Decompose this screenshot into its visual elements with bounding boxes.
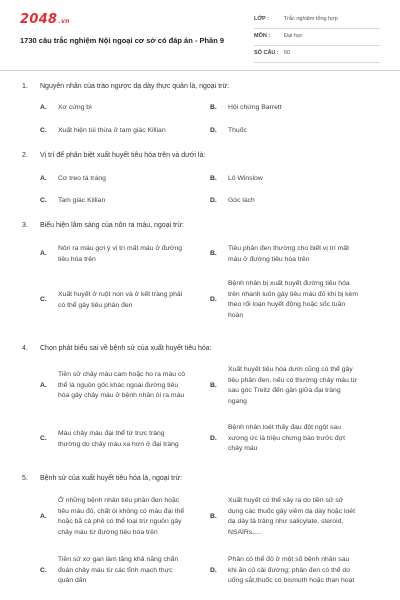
- question-text: Chọn phát biểu sai về bệnh sử của xuất huyết tiêu hóa:: [40, 345, 212, 352]
- question-5: [20, 475, 382, 584]
- question-3: [20, 222, 382, 319]
- meta-row-count: [254, 48, 380, 63]
- meta-value: Đại học: [284, 33, 303, 39]
- option-d[interactable]: D. Bệnh nhân bị xuất huyết đường tiêu hóa trên nhanh luôn gây tiêu máu đỏ khi bị kèm theo rối loạn huyết động hoặc sốc tuần hoàn: [210, 280, 358, 319]
- question-4: [20, 345, 382, 452]
- option-b[interactable]: B. Xuất huyết có thể xảy ra do tiền sử sử dụng các thuốc gây viêm dạ dày hoặc loét dạ dày tá tràng như salicylate, steroid, NSAIRs,....: [210, 497, 355, 536]
- option-a[interactable]: A. Tiền sử chảy máu cam hoặc ho ra máu có thể là nguồn gốc khác ngoài đường tiêu hóa gây chảy máu ở bệnh nhân ói ra máu: [40, 371, 186, 399]
- meta-row-subject: [254, 31, 380, 46]
- question-text: Vị trí để phân biệt xuất huyết tiêu hóa trên và dưới là:: [40, 152, 206, 159]
- option-d[interactable]: D. Phân có thể đỏ ở một số bệnh nhân sau khi ăn củ cải đường; phân đen có thể do uống sắt,thuốc có bismuth hoặc than hoạt: [210, 556, 355, 584]
- header-divider: [0, 70, 400, 71]
- question-text: Nguyên nhân của trào ngược dạ dày thực quản là, ngoại trừ:: [40, 83, 230, 90]
- document-header: [0, 0, 400, 66]
- question-number: 2.: [22, 152, 28, 159]
- question-number: 5.: [22, 475, 28, 482]
- question-number: 3.: [22, 222, 28, 229]
- meta-value: 50: [284, 50, 291, 56]
- question-2: 2. Vị trí để phân biệt xuất huyết tiêu hóa trên và dưới là: A. Cơ treo tá tràng B. Lô Winslow C. Tam giác Killian D. Góc lách: [22, 152, 263, 204]
- meta-row-class: [254, 14, 380, 29]
- option-d[interactable]: D. Bệnh nhân loét thấy đau đột ngột sau xương ức là triệu chứng báo trước đợt chảy máu: [210, 424, 345, 452]
- question-number: 1.: [22, 83, 28, 90]
- option-c[interactable]: C. Tiền sử xơ gan làm tăng khả năng chẩn đoán chảy máu từ các tĩnh mạch thực quản dãn: [40, 556, 179, 584]
- question-text: Biểu hiện lâm sàng của nôn ra máu, ngoại trừ:: [40, 222, 184, 229]
- meta-label: SỐ CÂU :: [254, 50, 279, 56]
- question-text: Bệnh sử của xuất huyết tiêu hóa là, ngoại trừ:: [40, 475, 183, 482]
- meta-label: MÔN :: [254, 33, 271, 39]
- document-title: 1730 câu trắc nghiệm Nội ngoại cơ sở có đáp án - Phần 9: [20, 36, 225, 45]
- option-a[interactable]: A. Nôn ra máu gợi ý vị trí mất máu ở đường tiêu hóa trên: [40, 245, 183, 263]
- option-c[interactable]: C. Máu chảy máu đại thể từ trực tràng thường do chảy máu xa hơn ở đại tràng: [40, 430, 179, 448]
- site-logo[interactable]: 2048.vn: [20, 12, 70, 27]
- meta-value: Trắc nghiệm tổng hợp: [284, 16, 338, 22]
- option-c[interactable]: C. Xuất huyết ở ruột non và ở kết tràng phải có thể gây tiêu phân đen: [40, 291, 183, 309]
- option-b[interactable]: B. Tiêu phân đen thường cho biết vị trí mất máu ở đường tiêu hóa trên: [210, 245, 349, 263]
- option-b[interactable]: B. Xuất huyết tiêu hóa dưới cũng có thể gây tiêu phân đen, nếu có thường chảy máu từ sau góc Treitz đến gần giữa đại tràng ngang: [210, 366, 358, 405]
- meta-info: [254, 14, 380, 65]
- option-a[interactable]: A. Ở những bệnh nhân tiêu phân đen hoặc tiêu máu đỏ, chất ói không có máu đại thể hoặc bã cà phê có thể loại trừ nguồn gây chảy máu từ đường tiêu hóa trên: [40, 497, 185, 536]
- question-1: 1. Nguyên nhân của trào ngược dạ dày thực quản là, ngoại trừ: A. Xơ cứng bì B. Hội chứng Barrett C. Xuất hiện túi thừa ở tam giác Killian D. Thuốc: [22, 83, 282, 134]
- question-number: 4.: [22, 345, 28, 352]
- meta-label: LỚP :: [254, 16, 269, 22]
